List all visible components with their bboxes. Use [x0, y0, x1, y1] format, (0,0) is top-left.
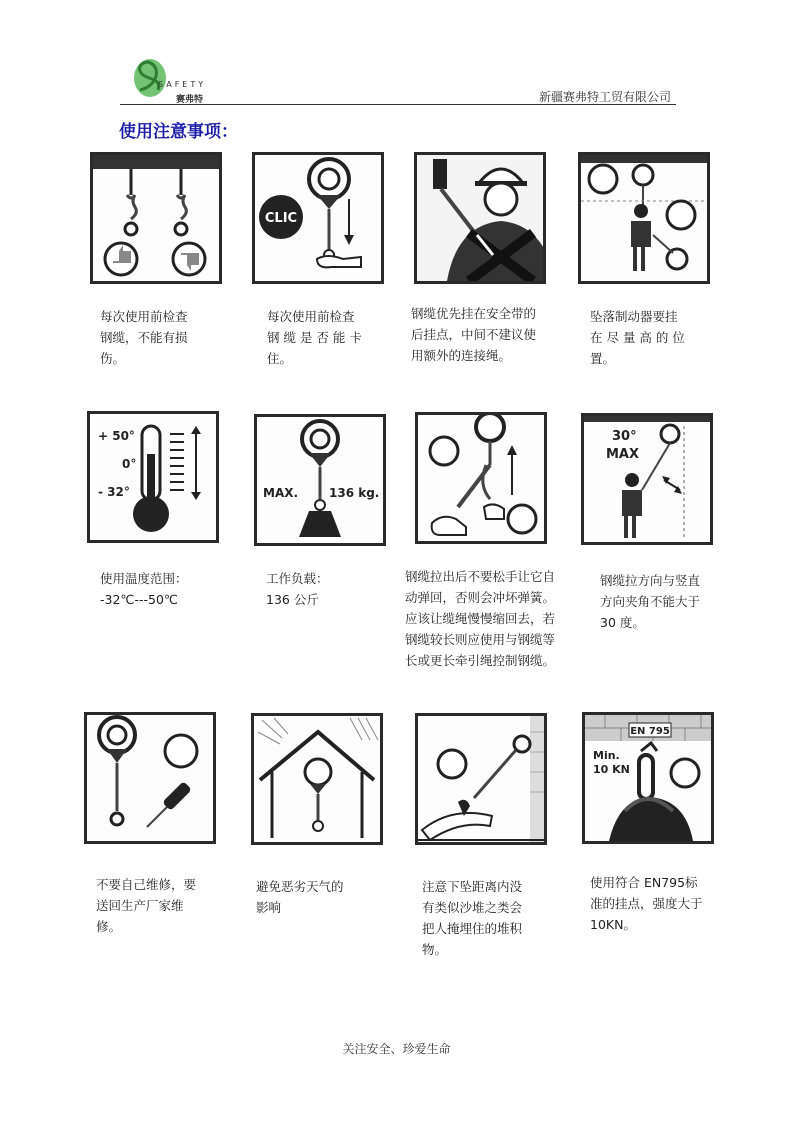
caption-working-load: 工作负载： 136 公斤 — [266, 571, 329, 607]
panel-weather — [251, 713, 383, 845]
thumbs-up-icon — [508, 505, 536, 533]
thumbs-up-icon — [671, 759, 699, 787]
logo-text: SAFETY — [158, 80, 207, 89]
svg-text:MAX: MAX — [606, 447, 640, 462]
svg-text:136 kg.: 136 kg. — [329, 486, 380, 500]
en795-anchor-illustration — [585, 715, 711, 841]
working-load-illustration — [257, 417, 383, 543]
panel-working-load — [254, 414, 386, 546]
section-title: 使用注意事项： — [119, 122, 238, 142]
caption-retract-slowly: 钢缆拉出后不要松手让它自 动弹回，否则会冲坏弹簧。 应该让缆绳慢慢缩回去，若 钢缆较长则应使用与钢缆等 长或更长牵引绳控制钢缆。 — [405, 569, 556, 668]
svg-text:EN 795: EN 795 — [630, 726, 670, 737]
svg-text:10 KN: 10 KN — [593, 763, 630, 776]
cable-damage-illustration — [93, 155, 219, 281]
thumbs-down-icon — [165, 735, 197, 767]
caption-weather: 避免恶劣天气的 影响 — [256, 879, 344, 915]
caption-max-angle: 钢缆拉方向与竖直 方向夹角不能大于 30 度。 — [600, 573, 701, 630]
panel-temperature — [87, 411, 219, 543]
caption-no-self-repair: 不要自己维修，要 送回生产厂家维 修。 — [96, 877, 197, 934]
fall-clearance-illustration — [418, 716, 544, 842]
caption-rear-attachment: 钢缆优先挂在安全带的 后挂点，中间不建议使 用额外的连接绳。 — [411, 306, 537, 363]
panel-rear-attachment — [414, 152, 546, 284]
thumbs-down-icon — [438, 750, 466, 778]
caption-fall-clearance: 注意下坠距离内没 有类似沙堆之类会 把人掩埋住的堆积 物。 — [422, 879, 523, 957]
panel-check-cable-damage — [90, 152, 222, 284]
caption-mount-high: 坠落制动器要挂 在 尽 量 高 的 位 置。 — [590, 309, 685, 366]
caption-check-cable-damage: 每次使用前检查 钢缆，不能有损 伤。 — [100, 309, 188, 366]
svg-text:+ 50°: + 50° — [98, 429, 135, 443]
company-name: 新疆赛弗特工贸有限公司 — [538, 90, 671, 104]
thumbs-up-icon — [589, 165, 617, 193]
thumbs-down-icon — [667, 201, 695, 229]
panel-en795-anchor — [582, 712, 714, 844]
panel-no-self-repair — [84, 712, 216, 844]
panel-fall-clearance — [415, 713, 547, 845]
weather-illustration — [254, 716, 380, 842]
panel-mount-high — [578, 152, 710, 284]
svg-text:0°: 0° — [122, 457, 137, 471]
header-divider — [120, 104, 676, 105]
footer-slogan: 关注安全、珍爱生命 — [342, 1042, 451, 1056]
cable-lock-illustration — [255, 155, 381, 281]
no-self-repair-illustration — [87, 715, 213, 841]
svg-text:Min.: Min. — [593, 749, 620, 762]
rear-attachment-illustration — [417, 155, 543, 281]
clic-label: CLIC — [264, 211, 298, 226]
panel-check-cable-lock — [252, 152, 384, 284]
logo-chinese-name: 赛弗特 — [176, 95, 204, 105]
retract-slowly-illustration — [418, 415, 544, 541]
svg-text:30°: 30° — [612, 429, 637, 444]
panel-max-angle — [581, 413, 713, 545]
panel-retract-slowly — [415, 412, 547, 544]
svg-text:- 32°: - 32° — [98, 485, 130, 499]
thermometer-illustration — [90, 414, 216, 540]
svg-text:MAX.: MAX. — [263, 486, 299, 500]
max-angle-illustration — [584, 416, 710, 542]
screwdriver-icon — [162, 781, 192, 811]
mount-high-illustration — [581, 155, 707, 281]
thumbs-down-icon — [430, 437, 458, 465]
caption-temperature: 使用温度范围： -32℃---50℃ — [100, 571, 188, 607]
caption-check-cable-lock: 每次使用前检查 钢 缆 是 否 能 卡 住。 — [267, 309, 362, 366]
caption-en795-anchor: 使用符合 EN795标 准的挂点，强度大于 10KN。 — [590, 875, 703, 932]
